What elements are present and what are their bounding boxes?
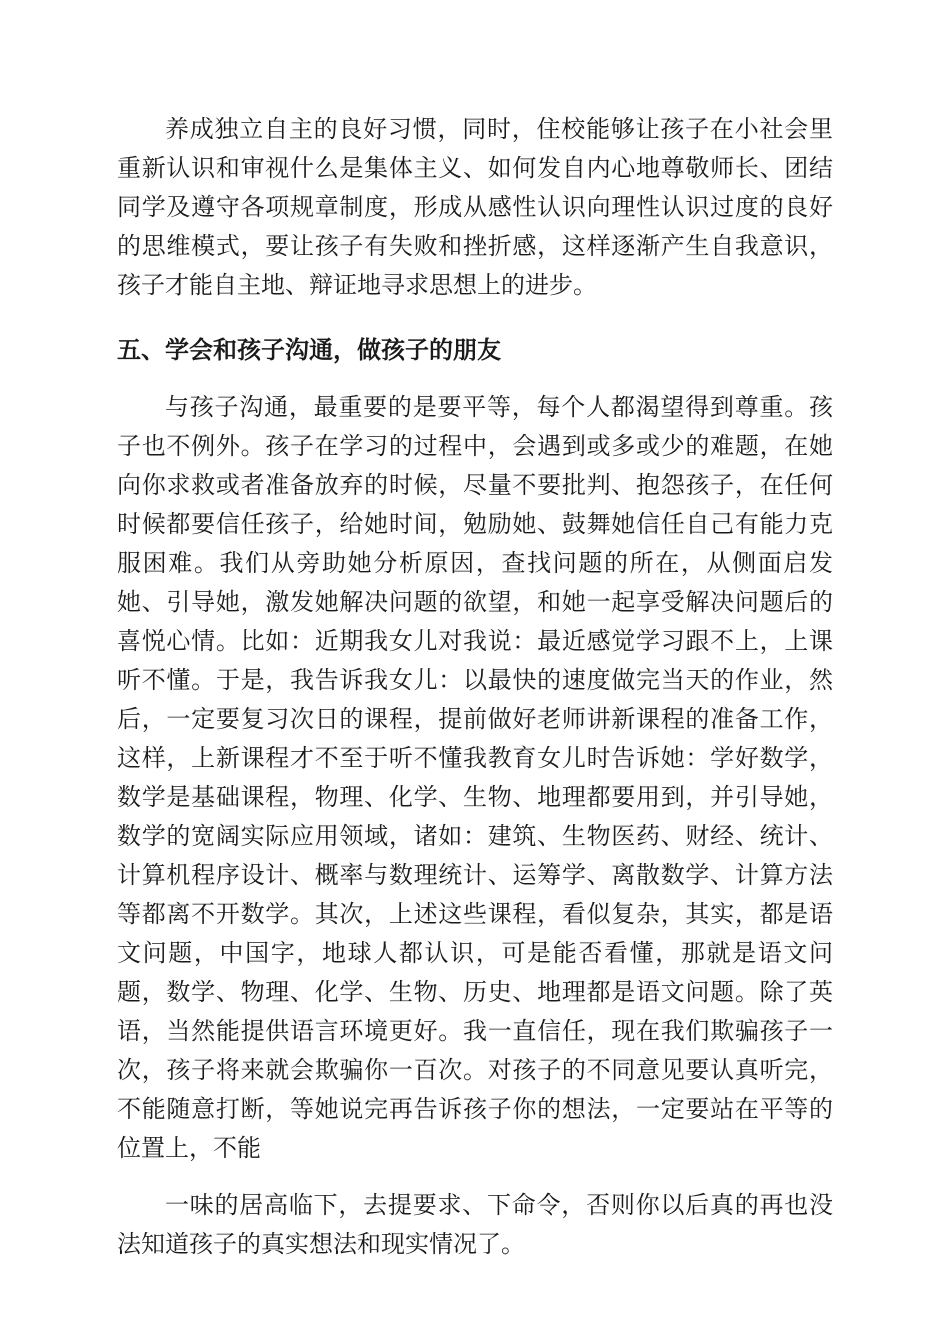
section-heading: 五、学会和孩子沟通，做孩子的朋友	[117, 336, 501, 364]
body-paragraph: 养成独立自主的良好习惯，同时，住校能够让孩子在小社会里重新认识和审视什么是集体主义、如何发自内心地尊敬师长、团结同学及遵守各项规章制度，形成从感性认识向理性认识过度的良好的思维模式，要让孩子有失败和挫折感，这样逐渐产生自我意识，孩子才能自主地、辩证地寻求思想上的进步。	[117, 115, 833, 299]
document-page	[117, 110, 833, 1264]
body-paragraph: 与孩子沟通，最重要的是要平等，每个人都渴望得到尊重。孩子也不例外。孩子在学习的过程中，会遇到或多或少的难题，在她向你求救或者准备放弃的时候，尽量不要批判、抱怨孩子，在任何时候都要信任孩子，给她时间，勉励她、鼓舞她信任自己有能力克服困难。我们从旁助她分析原因，查找问题的所在，从侧面启发她、引导她，激发她解决问题的欲望，和她一起享受解决问题后的喜悦心情。比如：近期我女儿对我说：最近感觉学习跟不上，上课听不懂。于是，我告诉我女儿：以最快的速度做完当天的作业，然后，一定要复习次日的课程，提前做好老师讲新课程的准备工作，这样，上新课程才不至于听不懂我教育女儿时告诉她：学好数学，数学是基础课程，物理、化学、生物、地理都要用到，并引导她，数学的宽阔实际应用领域，诸如：建筑、生物医药、财经、统计、计算机程序设计、概率与数理统计、运筹学、离散数学、计算方法等都离不开数学。其次，上述这些课程，看似复杂，其实，都是语文问题，中国字，地球人都认识，可是能否看懂，那就是语文问题，数学、物理、化学、生物、历史、地理都是语文问题。除了英语，当然能提供语言环境更好。我一直信任，现在我们欺骗孩子一次，孩子将来就会欺骗你一百次。对孩子的不同意见要认真听完，不能随意打断，等她说完再告诉孩子你的想法，一定要站在平等的位置上，不能	[117, 393, 833, 1162]
body-paragraph: 一味的居高临下，去提要求、下命令，否则你以后真的再也没法知道孩子的真实想法和现实情况了。	[117, 1191, 833, 1258]
